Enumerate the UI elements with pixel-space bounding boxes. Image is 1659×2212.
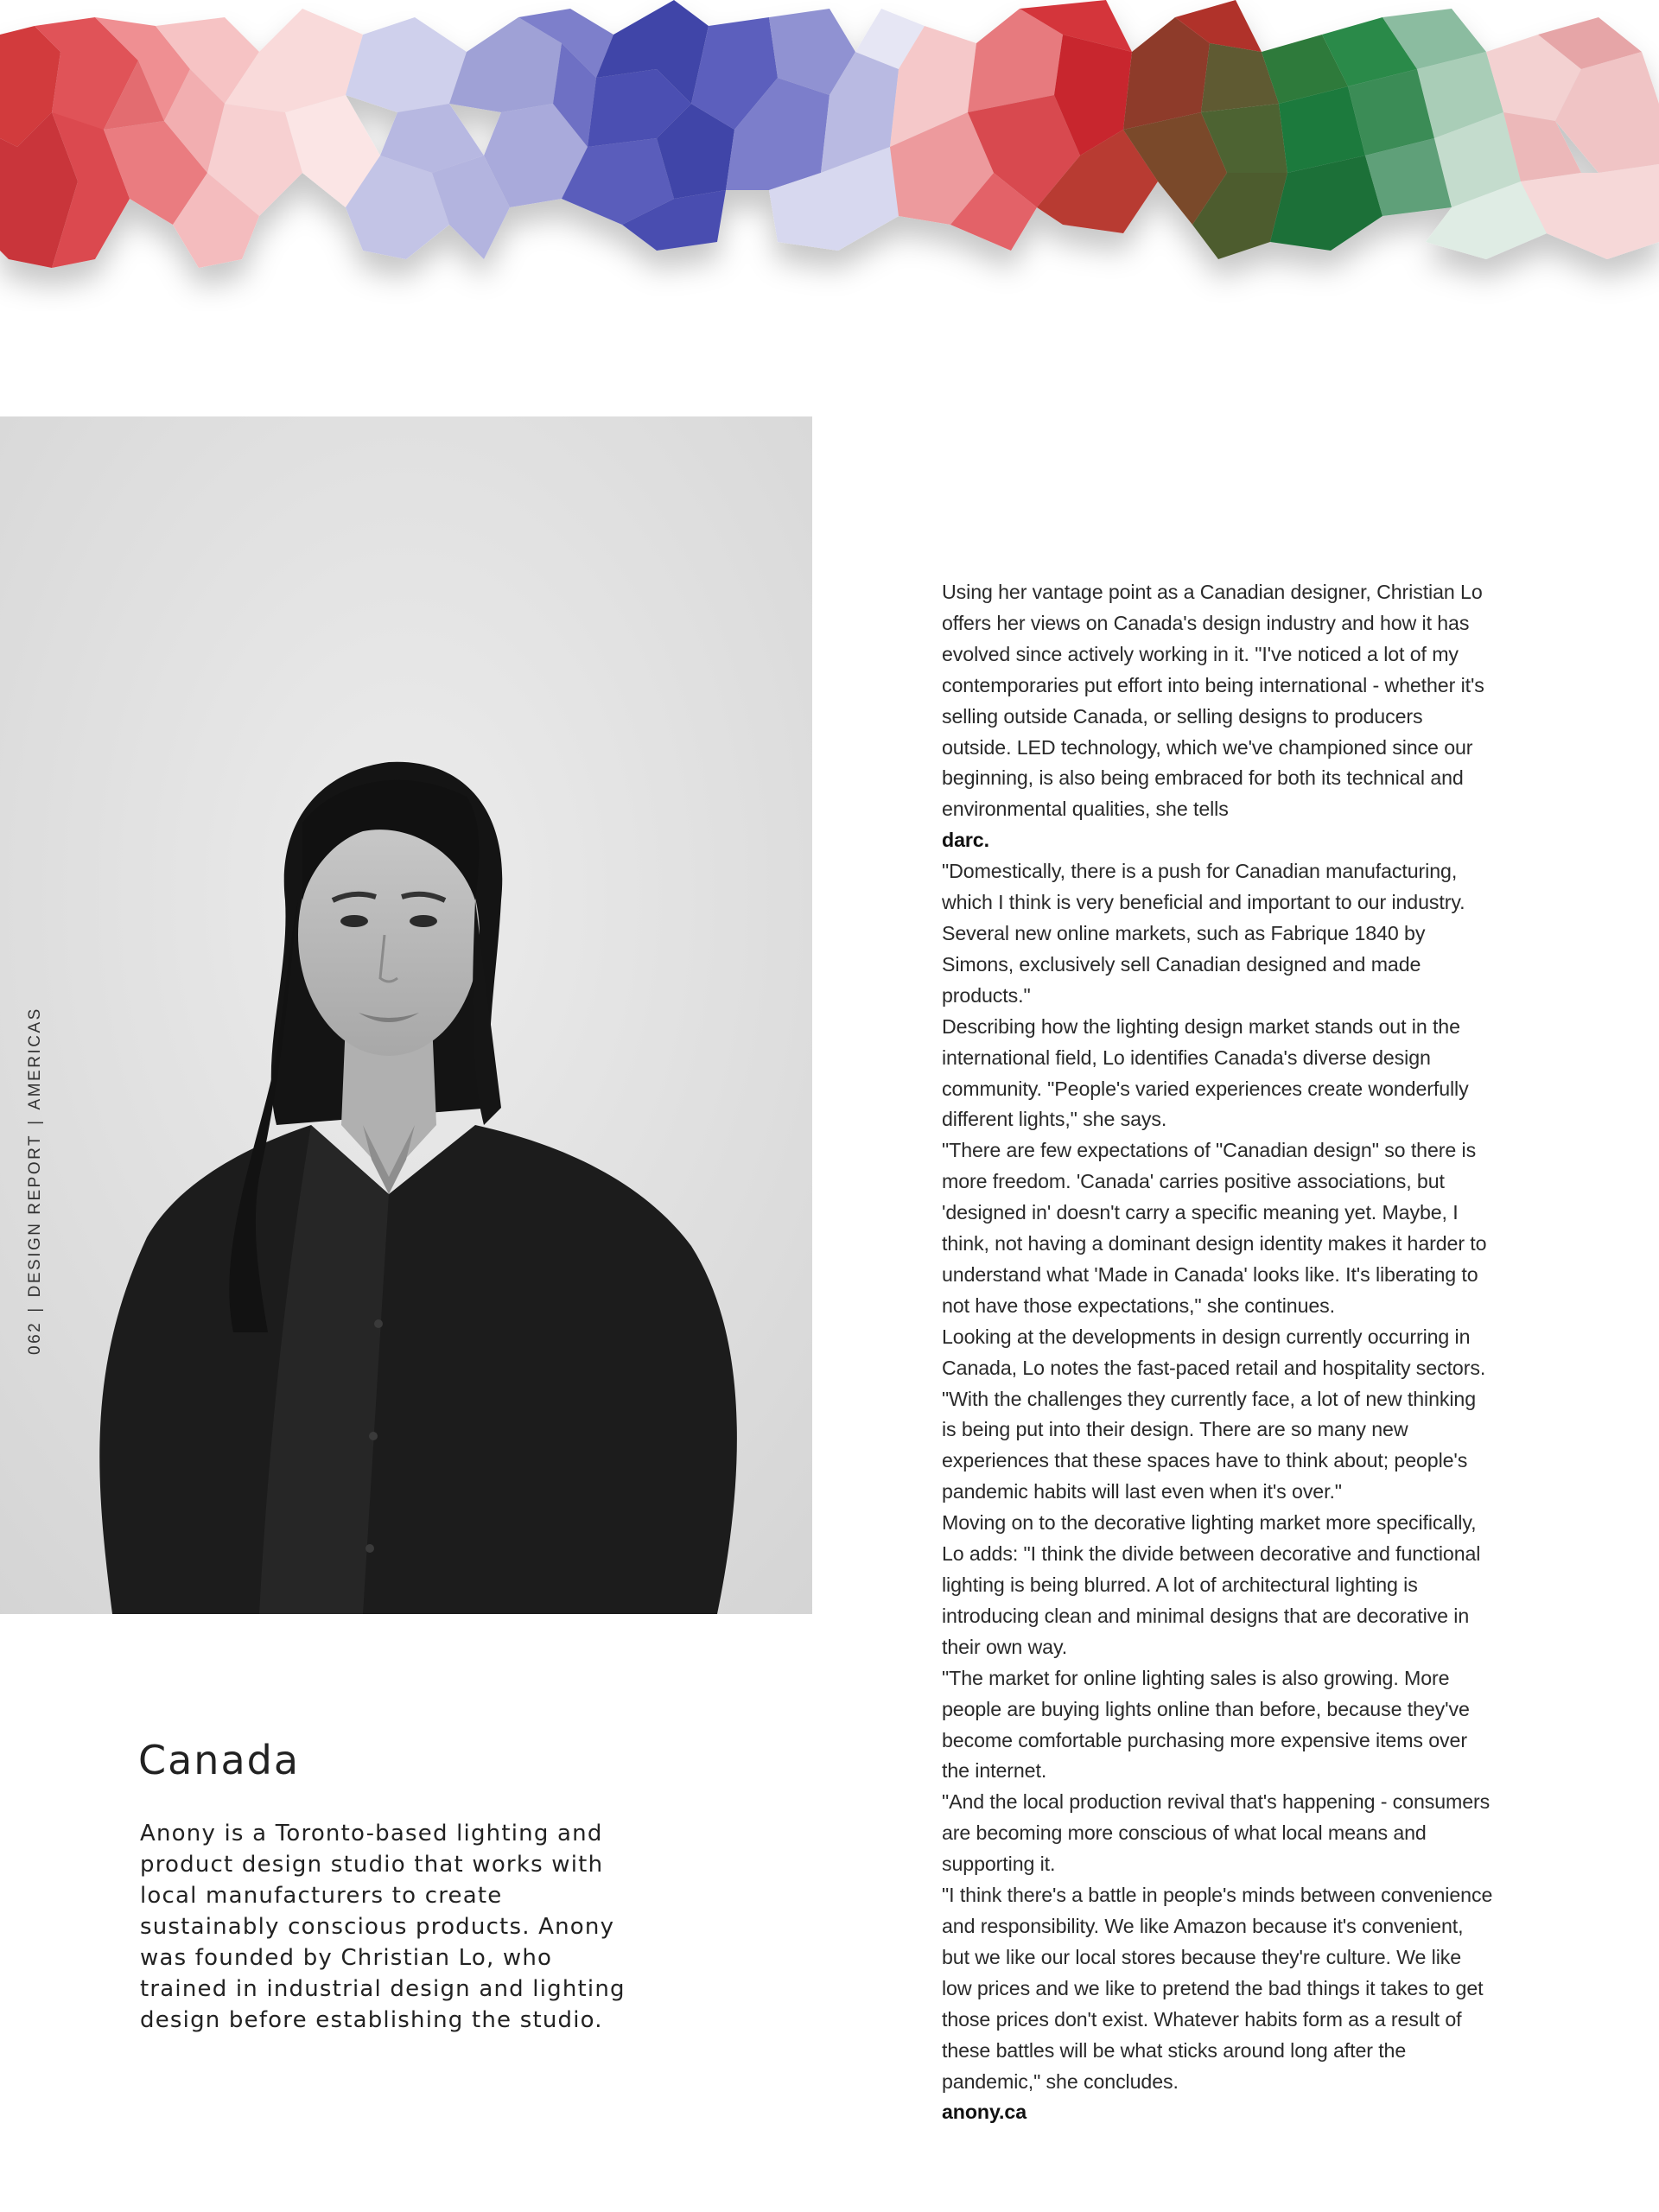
page-section-label [26, 1007, 45, 1355]
article-body [942, 577, 1495, 2128]
article-paragraph: Moving on to the decorative lighting market more specifically, Lo adds: "I think the divide between decorative and functional lighting is being blurred. A lot of architectural lighting is introducing clean and minimal designs that are decorative in their own way. [942, 1511, 1481, 1658]
separator: | [26, 1118, 44, 1125]
section-name: DESIGN REPORT [26, 1133, 44, 1298]
studio-intro: Anony is a Toronto-based lighting and product design studio that works with local manufacturers to create sustainably conscious products. Anony was founded by Christian Lo, who trained in industrial design and lighting design before establishing the studio. [140, 1821, 626, 2033]
publication-name: darc. [942, 829, 989, 852]
article-paragraph: Describing how the lighting design market stands out in the international field, Lo identifies Canada's diverse design community. "People's varied experiences create wonderfully different lights," she says. [942, 1014, 1469, 1131]
region-name: AMERICAS [26, 1007, 44, 1110]
page-number: 062 [26, 1320, 44, 1355]
article-paragraph: "Domestically, there is a push for Canadian manufacturing, which I think is very beneficial and important to our industry. Several new online markets, such as Fabrique 1840 by Simons, exclusively sell Canadian designed and made products." [942, 860, 1465, 1007]
country-heading: Canada [138, 1737, 301, 1783]
article-paragraph: "I think there's a battle in people's minds between convenience and responsibility. We like Amazon because it's convenient, but we like our local stores because they're culture. We like low prices and we like to pretend the bad things it takes to get those prices don't exist. Whatever habits form as a result of these battles will be what sticks around long after the pandemic," she concludes. [942, 1884, 1493, 2093]
decorative-color-banner [0, 0, 1659, 311]
article-paragraph: Looking at the developments in design currently occurring in Canada, Lo notes the fast-paced retail and hospitality sectors. "With the challenges they currently face, a lot of new thinking is being put into their design. There are so many new experiences that these spaces have to think about; people's pandemic habits will last even when it's over." [942, 1325, 1486, 1503]
separator: | [26, 1306, 44, 1313]
article-paragraph: "And the local production revival that's happening - consumers are becoming more conscious of what local means and supporting it. [942, 1790, 1491, 1876]
article-paragraph: "There are few expectations of "Canadian design" so there is more freedom. 'Canada' carries positive associations, but 'designed in' doesn't carry a specific meaning yet. Maybe, I think, not having a dominant design identity makes it harder to understand what 'Made in Canada' looks like. It's liberating to not have those expectations," she continues. [942, 1139, 1487, 1317]
article-paragraph: "The market for online lighting sales is also growing. More people are buying lights online than before, because they've become comfortable purchasing more expensive items over the internet. [942, 1666, 1470, 1783]
website-link[interactable]: anony.ca [942, 2101, 1027, 2124]
portrait-photo [0, 416, 812, 1614]
article-paragraph: Using her vantage point as a Canadian designer, Christian Lo offers her views on Canada's design industry and how it has evolved since actively working in it. "I've noticed a lot of my contemporaries put effort into being international - whether it's selling outside Canada, or selling designs to producers outside. LED technology, which we've championed since our beginning, is also being embraced for both its technical and environmental qualities, she tells [942, 581, 1484, 821]
